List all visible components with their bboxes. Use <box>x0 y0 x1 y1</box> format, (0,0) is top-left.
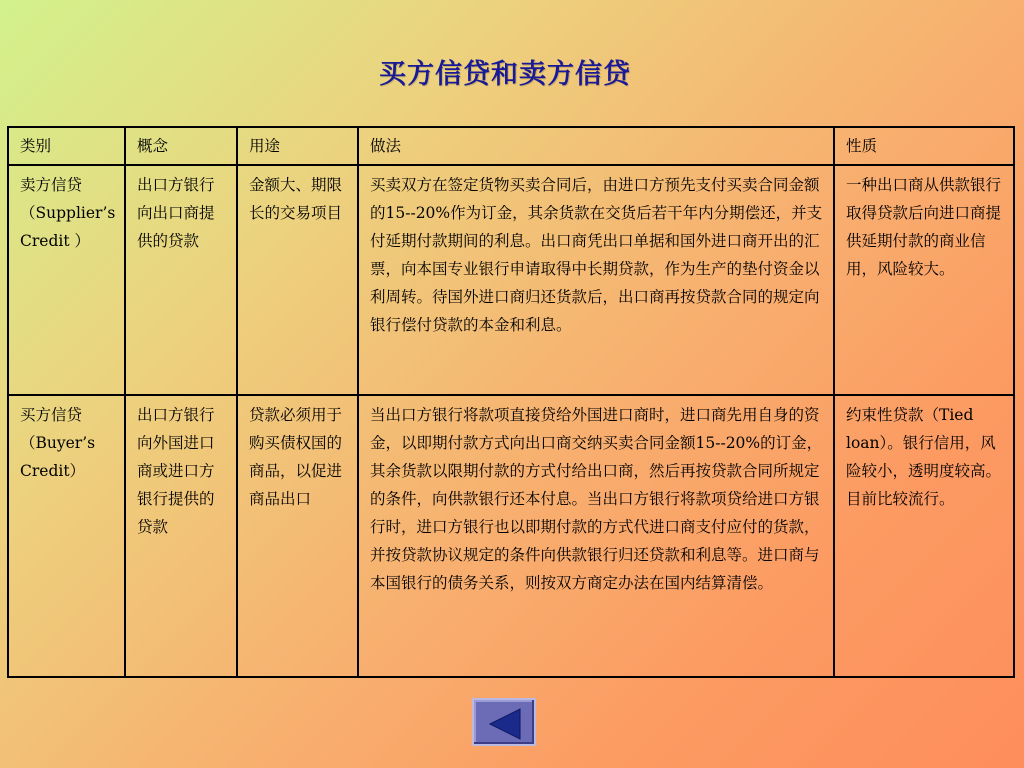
table-cell: 出口方银行向外国进口商或进口方银行提供的贷款 <box>125 395 237 677</box>
header-nature: 性质 <box>834 127 1014 165</box>
table-cell: 出口方银行向出口商提供的贷款 <box>125 165 237 395</box>
table-row-buyer-credit <box>8 395 1014 677</box>
table-cell: 卖方信贷（Supplier’s Credit ） <box>8 165 125 395</box>
table-cell: 约束性贷款（Tied loan）。银行信用，风险较小，透明度较高。目前比较流行。 <box>834 395 1014 677</box>
previous-slide-button[interactable] <box>472 698 536 746</box>
table-cell: 金额大、期限长的交易项目 <box>237 165 358 395</box>
header-category: 类别 <box>8 127 125 165</box>
credit-comparison-table <box>7 126 1015 678</box>
header-practice: 做法 <box>358 127 834 165</box>
page-title: 买方信贷和卖方信贷 <box>379 59 631 90</box>
table-cell: 当出口方银行将款项直接贷给外国进口商时，进口商先用自身的资金，以即期付款方式向出口商交纳买卖合同金额15--20%的订金，其余货款以限期付款的方式付给出口商，然后再按贷款合同所规定的条件，向供款银行还本付息。当出口方银行将款项贷给进口方银行时，进口方银行也以即期付款的方式代进口商支付应付的货款，并按贷款协议规定的条件向供款银行归还贷款和利息等。进口商与本国银行的债务关系，则按双方商定办法在国内结算清偿。 <box>358 395 834 677</box>
table-header-row <box>8 127 1014 165</box>
header-usage: 用途 <box>237 127 358 165</box>
header-concept: 概念 <box>125 127 237 165</box>
table-cell: 买卖双方在签定货物买卖合同后，由进口方预先支付买卖合同金额的15--20%作为订金，其余货款在交货后若干年内分期偿还，并支付延期付款期间的利息。出口商凭出口单据和国外进口商开出的汇票，向本国专业银行申请取得中长期贷款，作为生产的垫付资金以利周转。待国外进口商归还货款后，出口商再按贷款合同的规定向银行偿付贷款的本金和利息。 <box>358 165 834 395</box>
table-cell: 一种出口商从供款银行取得贷款后向进口商提供延期付款的商业信用，风险较大。 <box>834 165 1014 395</box>
triangle-left-icon <box>486 707 526 741</box>
table-cell: 贷款必须用于购买债权国的商品，以促进商品出口 <box>237 395 358 677</box>
table-row-seller-credit <box>8 165 1014 395</box>
table-cell: 买方信贷（Buyer’s Credit） <box>8 395 125 677</box>
